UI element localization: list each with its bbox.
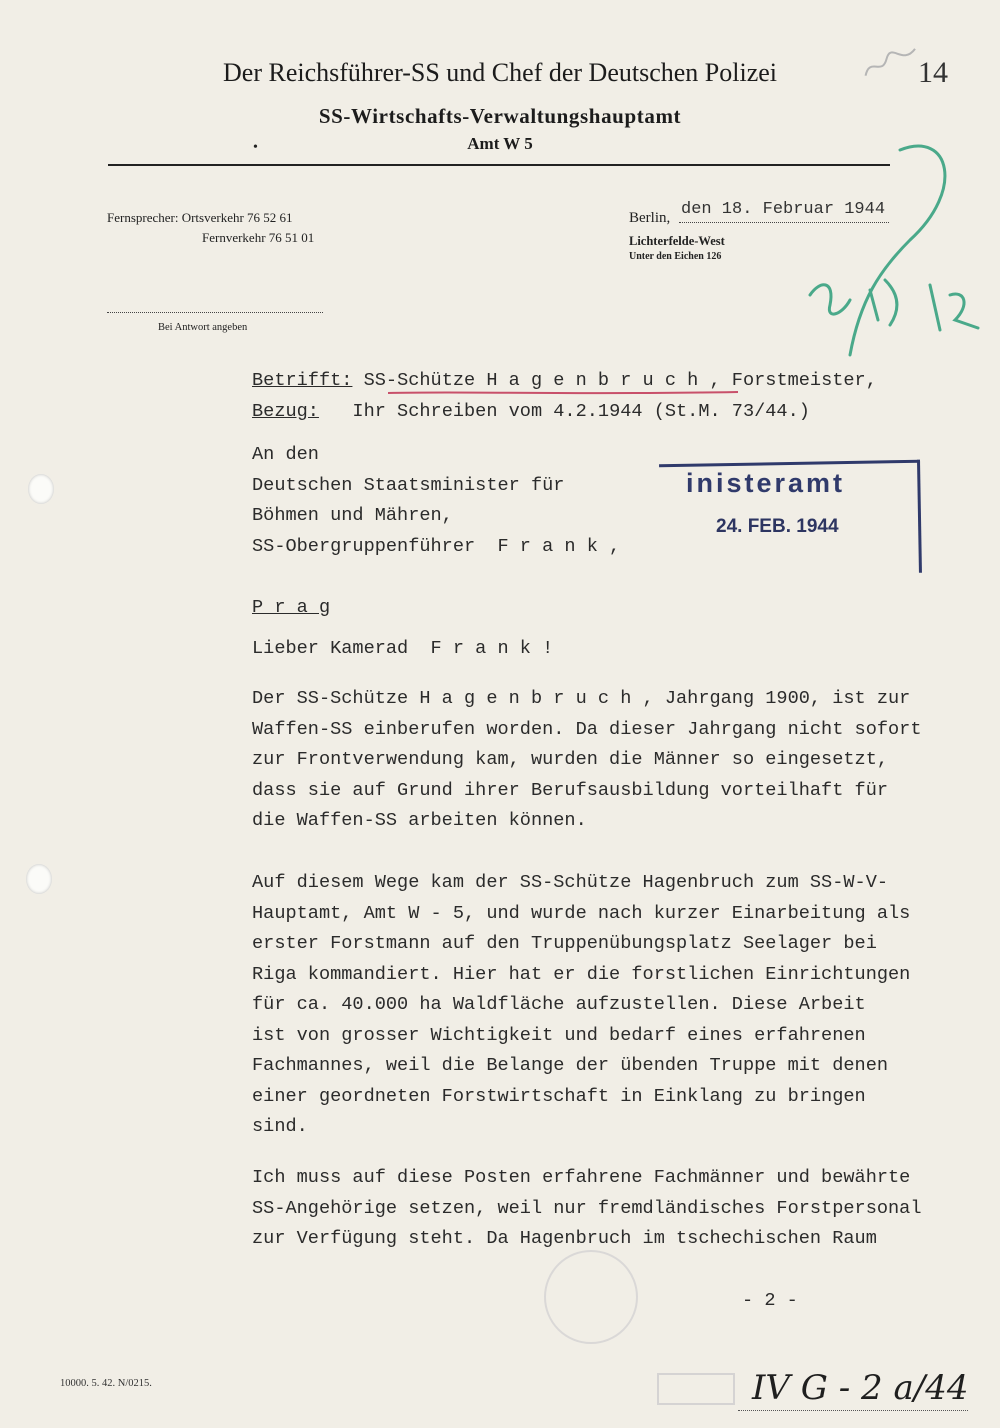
text-line: dass sie auf Grund ihrer Berufsausbildung vorteilhaft für — [252, 779, 889, 801]
paragraph-3 — [252, 1163, 921, 1255]
stamp-date: 24. FEB. 1944 — [716, 516, 839, 537]
text-line: Der SS-Schütze H a g e n b r u c h , Jahrgang 1900, ist zur — [252, 688, 911, 709]
punch-hole-top — [28, 474, 54, 504]
recipient-line-1: An den — [252, 444, 319, 465]
faint-stamp-mark — [656, 1372, 736, 1414]
letterhead-office: SS-Wirtschafts-Verwaltungshauptamt — [318, 104, 682, 128]
subject-text: SS-Schütze H a g e n b r u c h , Forstmeister, — [352, 370, 877, 391]
city: Berlin, — [629, 210, 671, 226]
continuation-marker: - 2 - — [742, 1290, 798, 1311]
text-line: zur Frontverwendung kam, wurden die Männer so eingesetzt, — [252, 749, 889, 770]
text-line: zur Verfügung steht. Da Hagenbruch im tschechischen Raum — [252, 1228, 877, 1249]
subject-label: Betrifft: — [252, 370, 353, 391]
print-code: 10000. 5. 42. N/0215. — [60, 1378, 152, 1389]
district: Lichterfelde-West — [629, 234, 725, 248]
paragraph-2 — [252, 868, 910, 1143]
text-line: ist von grosser Wichtigkeit und bedarf eines erfahrenen — [252, 1024, 866, 1046]
date: den 18. Februar 1944 — [681, 200, 886, 219]
text-line: Hauptamt, Amt W - 5, und wurde nach kurzer Einarbeitung als — [252, 902, 911, 924]
text-line: einer geordneten Forstwirtschaft in Einklang zu bringen — [252, 1085, 866, 1107]
text-line: Ich muss auf diese Posten erfahrene Fachmänner und bewährte — [252, 1167, 911, 1188]
recipient-line-3: Böhmen und Mähren, — [252, 505, 453, 526]
text-line: Auf diesem Wege kam der SS-Schütze Hagenbruch zum SS-W-V- — [252, 872, 889, 893]
reference-label: Bezug: — [252, 400, 319, 422]
red-pencil-underline — [388, 390, 738, 396]
reply-dotted-line — [107, 312, 323, 313]
letterhead-title: Der Reichsführer-SS und Chef der Deutschen Polizei — [223, 58, 777, 87]
text-line: erster Forstmann auf den Truppenübungsplatz Seelager bei — [252, 933, 877, 954]
text-line: SS-Angehörige setzen, weil nur fremdländisches Forstpersonal — [252, 1197, 922, 1219]
reference-text: Ihr Schreiben vom 4.2.1944 (St.M. 73/44.) — [318, 400, 810, 422]
street: Unter den Eichen 126 — [629, 251, 722, 262]
subject-block — [252, 366, 877, 427]
green-handwritten-initials — [750, 130, 990, 370]
phone-long-distance: Fernverkehr 76 51 01 — [202, 230, 315, 245]
letterhead-department: Amt W 5 — [467, 134, 533, 153]
text-line: Waffen-SS einberufen worden. Da dieser Jahrgang nicht sofort — [252, 718, 922, 740]
text-line: Riga kommandiert. Hier hat er die forstlichen Einrichtungen — [252, 963, 911, 985]
punch-hole-bottom — [26, 864, 52, 894]
text-line: Fachmannes, weil die Belange der übenden Truppe mit denen — [252, 1055, 889, 1076]
faint-seal-stamp — [544, 1250, 638, 1344]
recipient-line-4: SS-Obergruppenführer F r a n k , — [252, 535, 621, 557]
corner-scribble — [859, 42, 925, 89]
recipient-line-2: Deutschen Staatsminister für — [252, 474, 565, 496]
recipient-block — [252, 440, 620, 623]
text-line: sind. — [252, 1116, 308, 1137]
text-line: die Waffen-SS arbeiten können. — [252, 810, 587, 831]
recipient-city: P r a g — [252, 596, 331, 618]
stamp-text: inisteramt — [686, 468, 846, 498]
page-number: 14 — [918, 56, 948, 89]
dot-mark: • — [253, 140, 258, 155]
text-line: für ca. 40.000 ha Waldfläche aufzustellen. Diese Arbeit — [252, 994, 866, 1015]
file-reference: IV G - 2 a/44 — [752, 1368, 969, 1408]
file-reference-dotted-line — [738, 1410, 968, 1411]
paragraph-1 — [252, 684, 921, 837]
salutation: Lieber Kamerad F r a n k ! — [252, 638, 554, 659]
phone-local: Fernsprecher: Ortsverkehr 76 52 61 — [107, 210, 293, 225]
reply-note: Bei Antwort angeben — [158, 322, 248, 333]
